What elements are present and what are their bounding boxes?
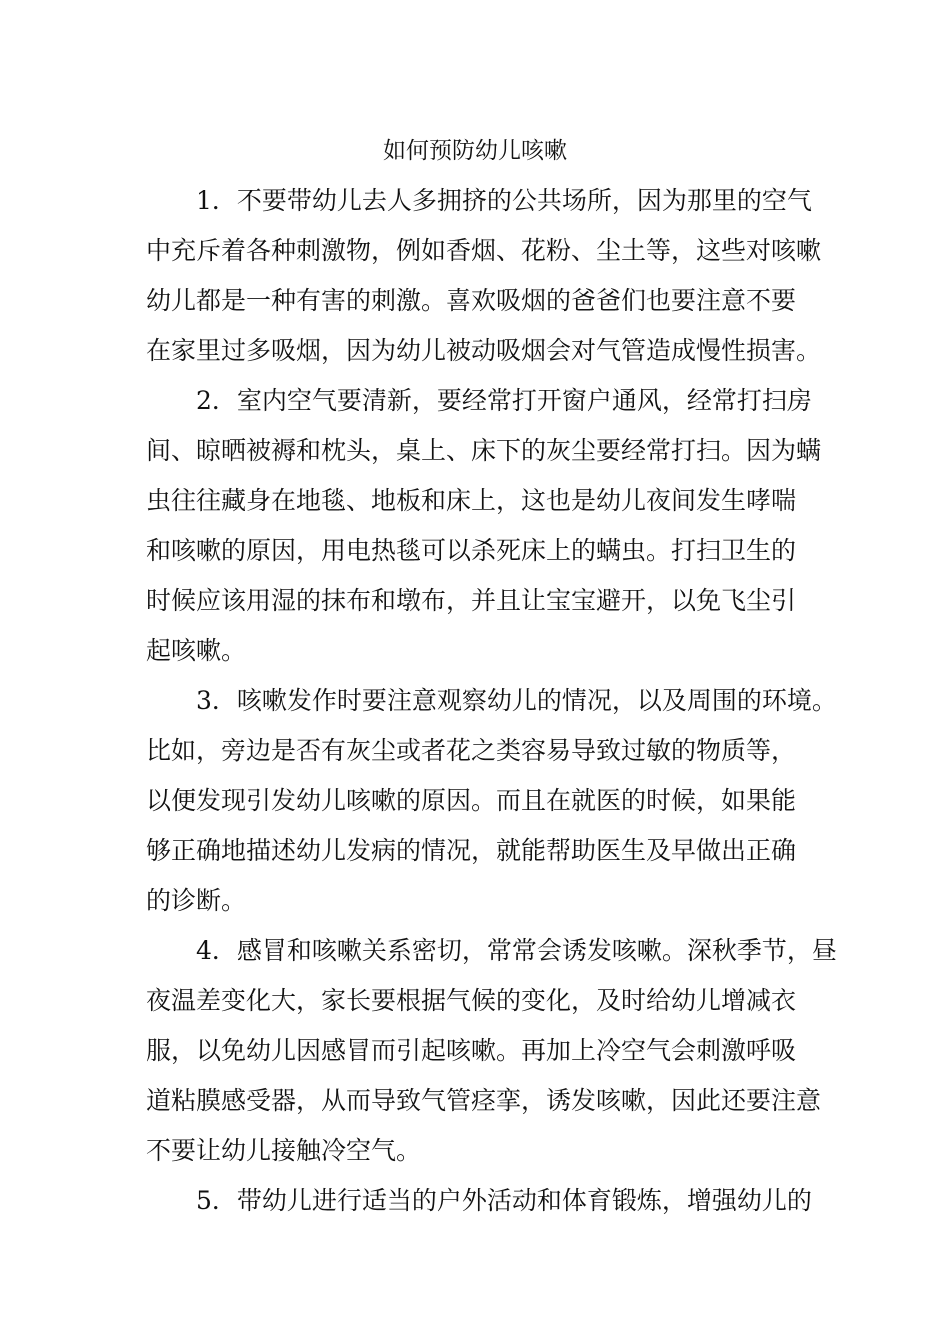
paragraph-line: 幼儿都是一种有害的刺激。喜欢吸烟的爸爸们也要注意不要	[146, 286, 797, 315]
paragraph-line: 不要让幼儿接触冷空气。	[146, 1136, 422, 1165]
paragraph-line: 比如，旁边是否有灰尘或者花之类容易导致过敏的物质等，	[146, 736, 797, 765]
paragraph-line: 夜温差变化大，家长要根据气候的变化，及时给幼儿增减衣	[146, 986, 797, 1015]
paragraph-line: 虫往往藏身在地毯、地板和床上，这也是幼儿夜间发生哮喘	[146, 486, 797, 515]
document-title: 如何预防幼儿咳嗽	[383, 138, 567, 164]
paragraph-line: 服，以免幼儿因感冒而引起咳嗽。再加上冷空气会刺激呼吸	[146, 1036, 797, 1065]
paragraph-line: 3．咳嗽发作时要注意观察幼儿的情况，以及周围的环境。	[196, 686, 837, 715]
paragraph-line: 1．不要带幼儿去人多拥挤的公共场所，因为那里的空气	[196, 186, 812, 215]
paragraph-line: 中充斥着各种刺激物，例如香烟、花粉、尘土等，这些对咳嗽	[146, 236, 822, 265]
paragraph-line: 时候应该用湿的抹布和墩布，并且让宝宝避开，以免飞尘引	[146, 586, 797, 615]
paragraph-2	[146, 376, 822, 676]
paragraph-1	[146, 176, 822, 376]
paragraph-4	[146, 926, 837, 1176]
paragraph-line: 间、晾晒被褥和枕头，桌上、床下的灰尘要经常打扫。因为螨	[146, 436, 822, 465]
paragraph-3	[146, 676, 837, 926]
paragraph-line: 以便发现引发幼儿咳嗽的原因。而且在就医的时候，如果能	[146, 786, 797, 815]
paragraph-line: 在家里过多吸烟，因为幼儿被动吸烟会对气管造成慢性损害。	[146, 336, 822, 365]
paragraph-line: 和咳嗽的原因，用电热毯可以杀死床上的螨虫。打扫卫生的	[146, 536, 797, 565]
paragraph-line: 道粘膜感受器，从而导致气管痉挛，诱发咳嗽，因此还要注意	[146, 1086, 822, 1115]
document-body	[146, 176, 837, 1226]
paragraph-line: 够正确地描述幼儿发病的情况，就能帮助医生及早做出正确	[146, 836, 797, 865]
paragraph-5	[146, 1176, 814, 1226]
paragraph-line: 的诊断。	[146, 886, 247, 915]
paragraph-line: 5．带幼儿进行适当的户外活动和体育锻炼，增强幼儿的	[196, 1186, 812, 1215]
paragraph-line: 2．室内空气要清新，要经常打开窗户通风，经常打扫房	[196, 386, 812, 415]
paragraph-line: 4．感冒和咳嗽关系密切，常常会诱发咳嗽。深秋季节，昼	[196, 936, 837, 965]
paragraph-line: 起咳嗽。	[146, 636, 247, 665]
